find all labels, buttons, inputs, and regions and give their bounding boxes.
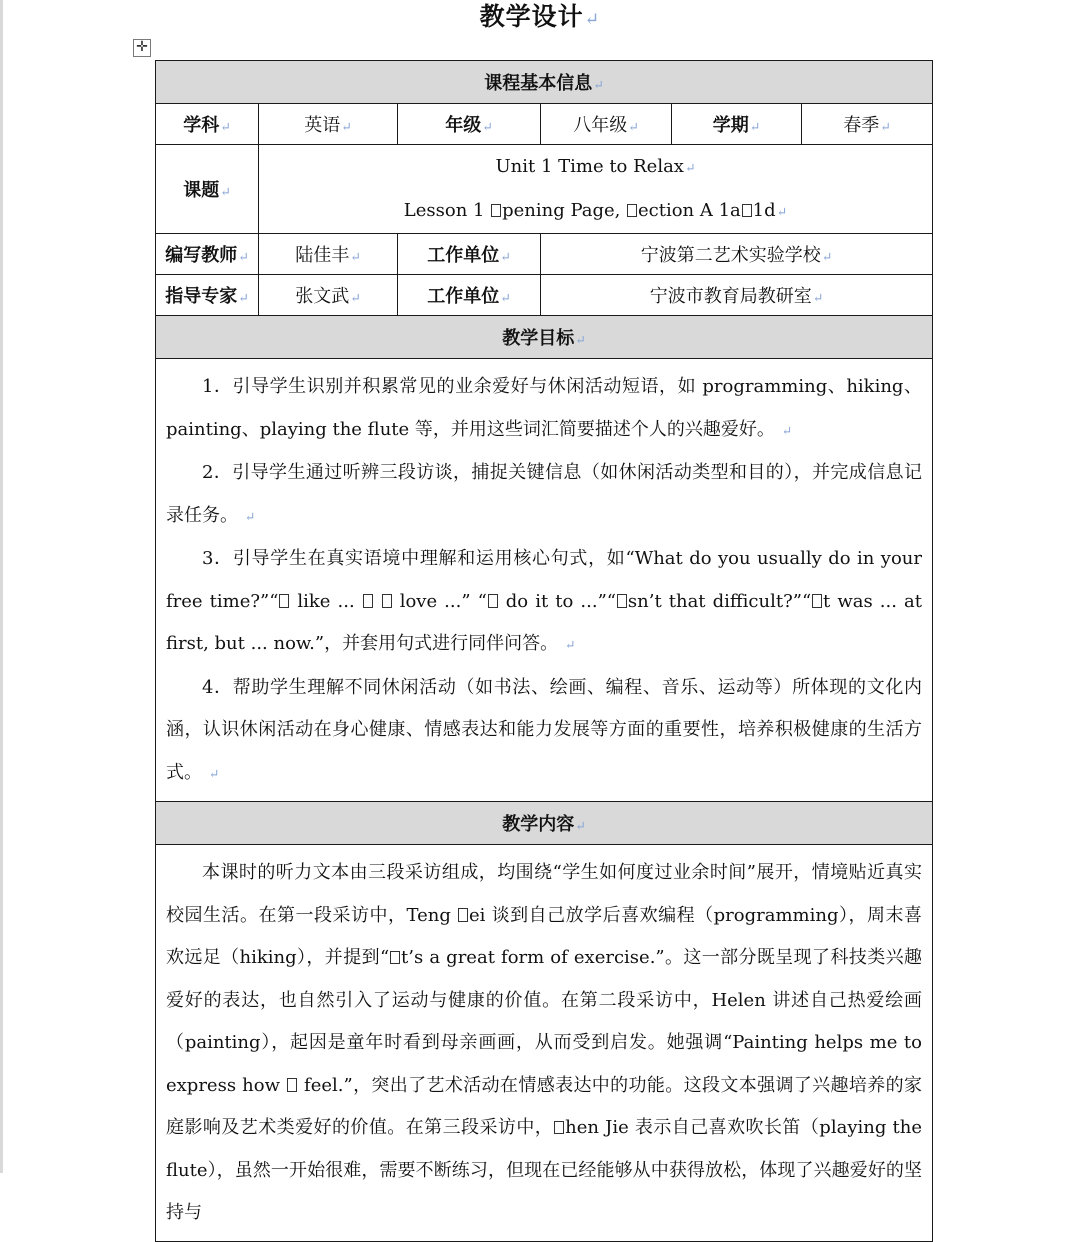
page-left-edge	[0, 0, 3, 1173]
missing-glyph-icon	[279, 594, 289, 608]
advisor-unit-label: 工作单位↵	[398, 275, 541, 316]
topic-row	[156, 145, 933, 234]
content-row	[156, 845, 933, 1242]
return-mark-icon: ↵	[781, 422, 793, 438]
content-header-row	[156, 802, 933, 845]
return-mark-icon: ↵	[812, 290, 824, 305]
objectives-header-row	[156, 316, 933, 359]
return-mark-icon: ↵	[238, 249, 249, 264]
missing-glyph-icon	[287, 1078, 297, 1092]
return-mark-icon: ↵	[244, 508, 256, 524]
topic-label: 课题↵	[156, 145, 259, 234]
lesson-design-table	[155, 60, 933, 1242]
return-mark-icon: ↵	[341, 119, 352, 134]
topic-line-2: Lesson 1 pening Page, ection A 1a 1d↵	[403, 200, 788, 221]
author-row	[156, 234, 933, 275]
missing-glyph-icon	[812, 594, 822, 608]
topic-line-1: Unit 1 Time to Relax↵	[495, 156, 696, 177]
objective-3: 3．引导学生在真实语境中理解和运用核心句式，如“What do you usually do in your free time?”“ like ... love ...” “ do it to ...”“ sn’t that difficult?”“ t was ... at first, but ... now.”，并套用句式进行同伴问答。 ↵	[166, 548, 922, 654]
return-mark-icon: ↵	[350, 290, 361, 305]
return-mark-icon: ↵	[575, 332, 586, 347]
content-paragraph: 本课时的听力文本由三段采访组成，均围绕“学生如何度过业余时间”展开，情境贴近真实校园生活。在第一段采访中，Teng ei 谈到自己放学后喜欢编程（programming），周末喜欢远足（hiking），并提到“ t’s a great form of exercise.”。这一部分既呈现了科技类兴趣爱好的表达，也自然引入了运动与健康的价值。在第二段采访中，Helen 讲述自己热爱绘画（painting），起因是童年时看到母亲画画，从而受到启发。她强调“Painting helps me to express how feel.”，突出了艺术活动在情感表达中的功能。这段文本强调了兴趣培养的家庭影响及艺术类爱好的价值。在第三段采访中， hen Jie 表示自己喜欢吹长笛（playing the flute），虽然一开始很难，需要不断练习，但现在已经能够从中获得放松，体现了兴趣爱好的坚持与	[166, 862, 922, 1223]
return-mark-icon: ↵	[564, 637, 576, 652]
return-mark-icon: ↵	[220, 119, 231, 134]
missing-glyph-icon	[617, 594, 627, 608]
return-mark-icon: ↵	[220, 184, 231, 199]
return-mark-icon: ↵	[776, 204, 788, 219]
grade-label: 年级↵	[398, 104, 541, 145]
return-mark-icon: ↵	[749, 119, 761, 134]
return-mark-icon: ↵	[628, 119, 639, 134]
return-mark-icon: ↵	[500, 249, 511, 264]
objective-4: 4．帮助学生理解不同休闲活动（如书法、绘画、编程、音乐、运动等）所体现的文化内涵，认识休闲活动在身心健康、情感表达和能力发展等方面的重要性，培养积极健康的生活方式。 ↵	[166, 676, 922, 783]
missing-glyph-icon	[627, 204, 637, 218]
return-mark-icon: ↵	[575, 818, 586, 833]
missing-glyph-icon	[363, 594, 373, 608]
return-mark-icon: ↵	[208, 765, 220, 781]
objectives-header: 教学目标↵	[156, 316, 933, 359]
objectives-body	[156, 359, 933, 802]
return-mark-icon: ↵	[482, 119, 493, 134]
return-mark-icon: ↵	[880, 119, 891, 134]
missing-glyph-icon	[488, 594, 498, 608]
return-mark-icon: ↵	[584, 10, 601, 30]
missing-glyph-icon	[491, 204, 501, 218]
objective-1: 1．引导学生识别并积累常见的业余爱好与休闲活动短语，如 programming、hiking、painting、playing the flute 等，并用这些词汇简要描述个人的兴趣爱好。 ↵	[166, 376, 922, 440]
subject-label: 学科↵	[156, 104, 259, 145]
return-mark-icon: ↵	[821, 249, 833, 264]
topic-value	[259, 145, 933, 234]
objectives-row	[156, 359, 933, 802]
author-label: 编写教师↵	[156, 234, 259, 275]
return-mark-icon: ↵	[684, 160, 696, 175]
author-name: 陆佳丰↵	[259, 234, 398, 275]
missing-glyph-icon	[742, 204, 752, 218]
return-mark-icon: ↵	[593, 77, 604, 92]
missing-glyph-icon	[382, 594, 392, 608]
missing-glyph-icon	[458, 908, 468, 922]
advisor-row	[156, 275, 933, 316]
author-unit-label: 工作单位↵	[398, 234, 541, 275]
missing-glyph-icon	[554, 1121, 564, 1135]
return-mark-icon: ↵	[350, 249, 361, 264]
basic-info-header-row	[156, 61, 933, 104]
content-header: 教学内容↵	[156, 802, 933, 845]
return-mark-icon: ↵	[500, 290, 511, 305]
term-label: 学期↵	[672, 104, 802, 145]
author-unit-value: 宁波第二艺术实验学校↵	[541, 234, 933, 275]
advisor-label: 指导专家↵	[156, 275, 259, 316]
document-title: 教学设计↵	[479, 2, 601, 31]
objective-2: 2．引导学生通过听辨三段访谈，捕捉关键信息（如休闲活动类型和目的），并完成信息记录任务。 ↵	[166, 462, 922, 526]
subject-grade-term-row	[156, 104, 933, 145]
missing-glyph-icon	[390, 951, 400, 965]
table-move-handle-icon[interactable]: ✛	[133, 39, 151, 57]
subject-value: 英语↵	[259, 104, 398, 145]
basic-info-header: 课程基本信息↵	[156, 61, 933, 104]
grade-value: 八年级↵	[541, 104, 672, 145]
return-mark-icon: ↵	[238, 290, 249, 305]
advisor-unit-value: 宁波市教育局教研室↵	[541, 275, 933, 316]
advisor-name: 张文武↵	[259, 275, 398, 316]
term-value: 春季↵	[802, 104, 933, 145]
content-body	[156, 845, 933, 1242]
